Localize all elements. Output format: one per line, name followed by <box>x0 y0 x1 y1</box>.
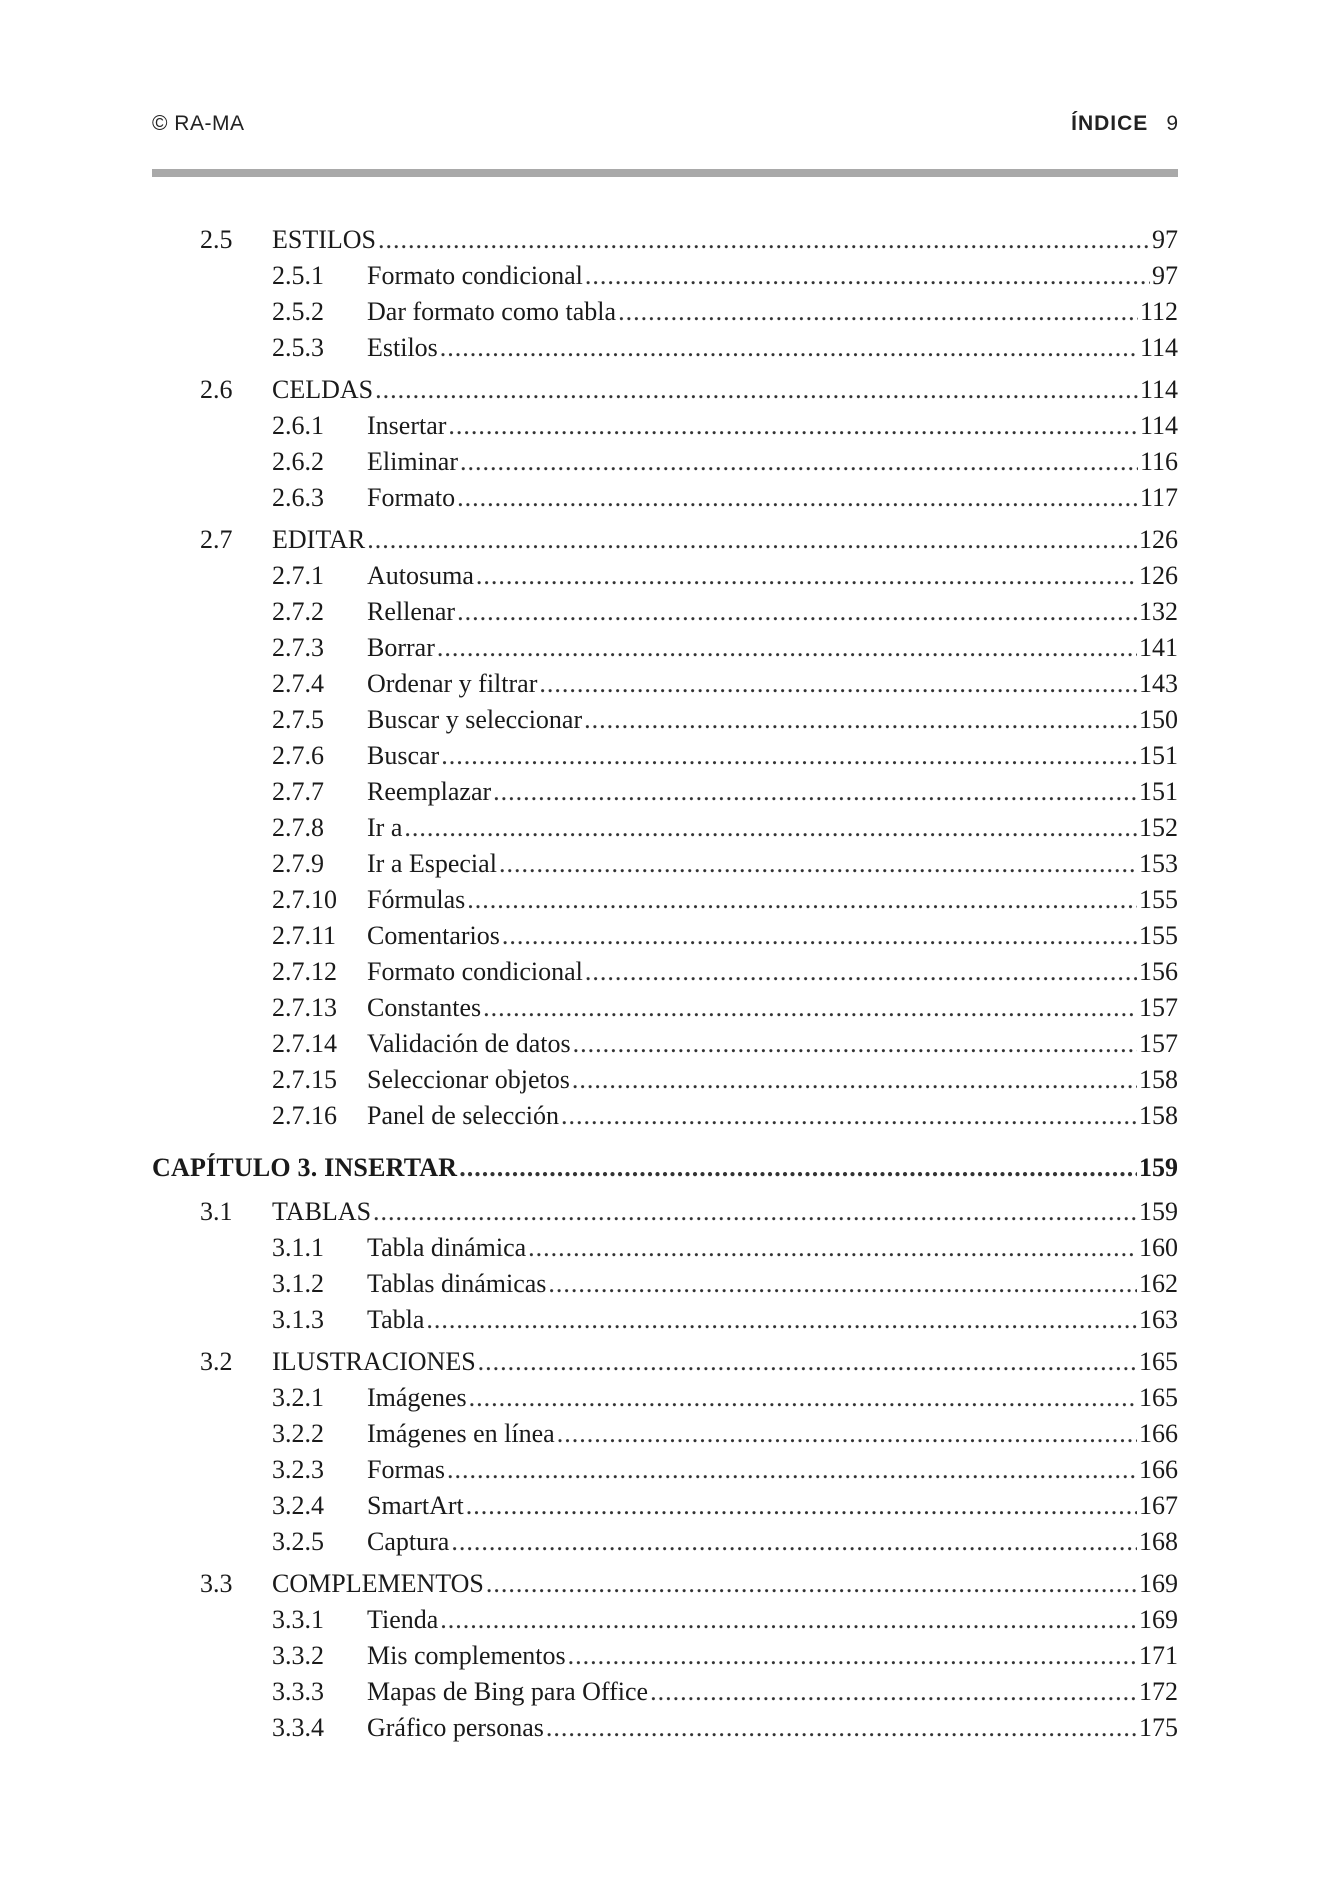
toc-entry-number: 2.7.4 <box>272 669 324 698</box>
toc-entry-page: 155 <box>1139 921 1178 950</box>
toc-entry-number: 2.5.2 <box>272 297 324 326</box>
dot-leader <box>378 222 1150 258</box>
toc-entry-title: Mapas de Bing para Office <box>367 1677 649 1706</box>
toc-entry-number: 2.7.9 <box>272 849 324 878</box>
toc-entry-number: 3.2.3 <box>272 1455 324 1484</box>
toc-entry-title: Buscar <box>367 741 440 770</box>
toc-entry-title: Captura <box>367 1527 450 1556</box>
toc-entry-title: Tablas dinámicas <box>367 1269 547 1298</box>
dot-leader <box>441 738 1137 774</box>
dot-leader <box>572 1062 1137 1098</box>
toc-entry-number: 3.3.2 <box>272 1641 324 1670</box>
toc-entry-number: 2.5 <box>200 225 233 254</box>
toc-entry-number: 3.1.3 <box>272 1305 324 1334</box>
toc-section-entry[interactable] <box>152 222 1178 258</box>
toc-subsection-entry[interactable] <box>152 330 1178 366</box>
toc-entry-title: Gráfico personas <box>367 1713 544 1742</box>
dot-leader <box>447 1452 1137 1488</box>
dot-leader <box>466 1488 1137 1524</box>
toc-entry-page: 162 <box>1139 1269 1178 1298</box>
toc-entry-title: Comentarios <box>367 921 500 950</box>
dot-leader <box>546 1710 1137 1746</box>
toc-subsection-entry[interactable] <box>152 1524 1178 1560</box>
toc-entry-page: 117 <box>1139 483 1178 512</box>
dot-leader <box>568 1638 1137 1674</box>
toc-entry-page: 159 <box>1139 1153 1178 1182</box>
toc-entry-number: 3.2.1 <box>272 1383 324 1412</box>
toc-entry-number: 2.5.3 <box>272 333 324 362</box>
toc-entry-number: 2.7.5 <box>272 705 324 734</box>
toc-entry-number: 2.7.13 <box>272 993 337 1022</box>
dot-leader <box>437 630 1137 666</box>
toc-entry-title: EDITAR <box>272 525 366 554</box>
dot-leader <box>476 558 1137 594</box>
toc-entry-title: Ordenar y filtrar <box>367 669 538 698</box>
toc-entry-page: 155 <box>1139 885 1178 914</box>
toc-entry-page: 97 <box>1152 225 1178 254</box>
dot-leader <box>440 1602 1137 1638</box>
toc-entry-title: CELDAS <box>272 375 374 404</box>
dot-leader <box>585 954 1137 990</box>
toc-entry-title: Borrar <box>367 633 435 662</box>
toc-entry-page: 166 <box>1139 1455 1178 1484</box>
toc-entry-title: Formato condicional <box>367 261 583 290</box>
toc-entry-title: Rellenar <box>367 597 456 626</box>
table-of-contents <box>152 222 1178 1746</box>
toc-entry-page: 166 <box>1139 1419 1178 1448</box>
toc-entry-number: 3.2.2 <box>272 1419 324 1448</box>
dot-leader <box>478 1344 1137 1380</box>
toc-subsection-entry[interactable] <box>152 882 1178 918</box>
toc-entry-number: 2.7.1 <box>272 561 324 590</box>
toc-entry-number: 3.3.1 <box>272 1605 324 1634</box>
dot-leader <box>584 702 1137 738</box>
dot-leader <box>373 1194 1137 1230</box>
toc-entry-page: 132 <box>1139 597 1178 626</box>
dot-leader <box>448 408 1138 444</box>
dot-leader <box>561 1098 1137 1134</box>
toc-entry-title: Reemplazar <box>367 777 492 806</box>
toc-entry-page: 158 <box>1139 1065 1178 1094</box>
toc-entry-number: 2.7.2 <box>272 597 324 626</box>
dot-leader <box>502 918 1137 954</box>
dot-leader <box>457 594 1137 630</box>
toc-entry-number: 3.1 <box>200 1197 233 1226</box>
toc-subsection-entry[interactable] <box>152 1266 1178 1302</box>
toc-entry-page: 168 <box>1139 1527 1178 1556</box>
toc-entry-page: 141 <box>1139 633 1178 662</box>
toc-subsection-entry[interactable] <box>152 1452 1178 1488</box>
toc-entry-number: 2.6 <box>200 375 233 404</box>
toc-entry-page: 158 <box>1139 1101 1178 1130</box>
toc-subsection-entry[interactable] <box>152 1380 1178 1416</box>
toc-entry-number: 3.1.1 <box>272 1233 324 1262</box>
toc-entry-number: 2.7.7 <box>272 777 324 806</box>
toc-entry-number: 3.1.2 <box>272 1269 324 1298</box>
toc-entry-number: 2.6.2 <box>272 447 324 476</box>
toc-subsection-entry[interactable] <box>152 1062 1178 1098</box>
toc-entry-number: 3.3.4 <box>272 1713 324 1742</box>
toc-entry-page: 157 <box>1139 1029 1178 1058</box>
toc-entry-page: 171 <box>1139 1641 1178 1670</box>
dot-leader <box>557 1416 1137 1452</box>
dot-leader <box>585 258 1150 294</box>
toc-entry-title: Constantes <box>367 993 482 1022</box>
page-number: 9 <box>1166 112 1178 135</box>
toc-subsection-entry[interactable] <box>152 558 1178 594</box>
toc-entry-title: Tienda <box>367 1605 439 1634</box>
section-title: ÍNDICE <box>1071 112 1149 135</box>
toc-entry-title: Formato condicional <box>367 957 583 986</box>
toc-entry-page: 112 <box>1139 297 1178 326</box>
toc-entry-title: ILUSTRACIONES <box>272 1347 476 1376</box>
toc-subsection-entry[interactable] <box>152 702 1178 738</box>
toc-entry-page: 151 <box>1139 741 1178 770</box>
toc-subsection-entry[interactable] <box>152 1602 1178 1638</box>
toc-subsection-entry[interactable] <box>152 594 1178 630</box>
toc-entry-title: Estilos <box>367 333 438 362</box>
dot-leader <box>486 1566 1137 1602</box>
toc-entry-title: TABLAS <box>272 1197 372 1226</box>
toc-entry-title: Fórmulas <box>367 885 466 914</box>
toc-entry-page: 114 <box>1139 333 1178 362</box>
toc-entry-page: 175 <box>1139 1713 1178 1742</box>
running-header <box>152 108 1178 142</box>
toc-entry-title: Panel de selección <box>367 1101 560 1130</box>
toc-subsection-entry[interactable] <box>152 810 1178 846</box>
toc-entry-number: 2.7.6 <box>272 741 324 770</box>
toc-entry-title: Validación de datos <box>367 1029 571 1058</box>
toc-entry-page: 114 <box>1139 411 1178 440</box>
toc-subsection-entry[interactable] <box>152 444 1178 480</box>
toc-subsection-entry[interactable] <box>152 1416 1178 1452</box>
toc-entry-page: 126 <box>1139 525 1178 554</box>
toc-section-entry[interactable] <box>152 522 1178 558</box>
toc-entry-title: Formas <box>367 1455 445 1484</box>
toc-entry-page: 150 <box>1139 705 1178 734</box>
dot-leader <box>528 1230 1137 1266</box>
dot-leader <box>650 1674 1137 1710</box>
toc-subsection-entry[interactable] <box>152 408 1178 444</box>
toc-entry-title: Ir a <box>367 813 403 842</box>
toc-entry-page: 114 <box>1139 375 1178 404</box>
toc-entry-number: 2.7 <box>200 525 233 554</box>
toc-entry-title: COMPLEMENTOS <box>272 1569 484 1598</box>
toc-section-entry[interactable] <box>152 372 1178 408</box>
toc-entry-number: 2.5.1 <box>272 261 324 290</box>
toc-subsection-entry[interactable] <box>152 258 1178 294</box>
toc-subsection-entry[interactable] <box>152 918 1178 954</box>
toc-entry-title: Tabla <box>367 1305 425 1334</box>
dot-leader <box>618 294 1138 330</box>
toc-entry-number: 3.2.4 <box>272 1491 324 1520</box>
dot-leader <box>467 882 1137 918</box>
toc-entry-page: 143 <box>1139 669 1178 698</box>
toc-entry-page: 126 <box>1139 561 1178 590</box>
toc-chapter-entry[interactable] <box>152 1148 1178 1188</box>
dot-leader <box>493 774 1137 810</box>
toc-subsection-entry[interactable] <box>152 990 1178 1026</box>
toc-entry-title: Autosuma <box>367 561 474 590</box>
toc-entry-title: Insertar <box>367 411 447 440</box>
toc-subsection-entry[interactable] <box>152 1674 1178 1710</box>
dot-leader <box>483 990 1137 1026</box>
toc-entry-number: 3.2.5 <box>272 1527 324 1556</box>
toc-entry-title: Mis complementos <box>367 1641 566 1670</box>
header-right <box>1071 112 1178 136</box>
toc-subsection-entry[interactable] <box>152 630 1178 666</box>
toc-subsection-entry[interactable] <box>152 1230 1178 1266</box>
dot-leader <box>457 480 1138 516</box>
dot-leader <box>367 522 1137 558</box>
toc-entry-number: 2.6.1 <box>272 411 324 440</box>
toc-section-entry[interactable] <box>152 1566 1178 1602</box>
toc-entry-number: 2.7.12 <box>272 957 337 986</box>
dot-leader <box>375 372 1138 408</box>
publisher-copyright: © RA-MA <box>152 112 245 135</box>
toc-entry-page: 160 <box>1139 1233 1178 1262</box>
toc-entry-page: 165 <box>1139 1383 1178 1412</box>
dot-leader <box>573 1026 1137 1062</box>
toc-entry-page: 153 <box>1139 849 1178 878</box>
toc-entry-page: 169 <box>1139 1569 1178 1598</box>
toc-entry-number: 3.2 <box>200 1347 233 1376</box>
dot-leader <box>499 846 1137 882</box>
toc-subsection-entry[interactable] <box>152 480 1178 516</box>
dot-leader <box>460 444 1138 480</box>
toc-entry-page: 157 <box>1139 993 1178 1022</box>
dot-leader <box>459 1148 1137 1188</box>
dot-leader <box>539 666 1137 702</box>
toc-subsection-entry[interactable] <box>152 1638 1178 1674</box>
toc-entry-number: 2.7.16 <box>272 1101 337 1130</box>
toc-subsection-entry[interactable] <box>152 1488 1178 1524</box>
toc-entry-title: Eliminar <box>367 447 458 476</box>
dot-leader <box>440 330 1138 366</box>
dot-leader <box>426 1302 1137 1338</box>
toc-section-entry[interactable] <box>152 1344 1178 1380</box>
toc-entry-page: 116 <box>1139 447 1178 476</box>
toc-entry-title: Tabla dinámica <box>367 1233 527 1262</box>
toc-entry-number: 3.3 <box>200 1569 233 1598</box>
toc-entry-title: Buscar y seleccionar <box>367 705 583 734</box>
toc-entry-number: 2.7.11 <box>272 921 337 950</box>
toc-entry-title: ESTILOS <box>272 225 376 254</box>
toc-entry-page: 159 <box>1139 1197 1178 1226</box>
toc-entry-number: 3.3.3 <box>272 1677 324 1706</box>
toc-subsection-entry[interactable] <box>152 1302 1178 1338</box>
toc-entry-title: SmartArt <box>367 1491 464 1520</box>
toc-subsection-entry[interactable] <box>152 1026 1178 1062</box>
toc-entry-number: 2.7.8 <box>272 813 324 842</box>
toc-entry-title: Seleccionar objetos <box>367 1065 570 1094</box>
toc-entry-title: Formato <box>367 483 456 512</box>
toc-entry-number: 2.7.15 <box>272 1065 337 1094</box>
toc-entry-number: 2.7.10 <box>272 885 337 914</box>
toc-subsection-entry[interactable] <box>152 294 1178 330</box>
header-rule <box>152 169 1178 177</box>
toc-entry-number: 2.6.3 <box>272 483 324 512</box>
dot-leader <box>469 1380 1137 1416</box>
toc-entry-title: CAPÍTULO 3. INSERTAR <box>152 1153 458 1182</box>
toc-subsection-entry[interactable] <box>152 666 1178 702</box>
toc-entry-page: 152 <box>1139 813 1178 842</box>
toc-section-entry[interactable] <box>152 1194 1178 1230</box>
toc-entry-title: Imágenes <box>367 1383 467 1412</box>
toc-entry-page: 97 <box>1152 261 1178 290</box>
toc-entry-title: Dar formato como tabla <box>367 297 617 326</box>
toc-entry-number: 2.7.3 <box>272 633 324 662</box>
toc-entry-title: Ir a Especial <box>367 849 497 878</box>
toc-subsection-entry[interactable] <box>152 1098 1178 1134</box>
toc-entry-number: 2.7.14 <box>272 1029 337 1058</box>
toc-entry-page: 163 <box>1139 1305 1178 1334</box>
toc-subsection-entry[interactable] <box>152 1710 1178 1746</box>
toc-subsection-entry[interactable] <box>152 846 1178 882</box>
toc-subsection-entry[interactable] <box>152 954 1178 990</box>
toc-entry-page: 167 <box>1139 1491 1178 1520</box>
toc-entry-page: 172 <box>1139 1677 1178 1706</box>
toc-entry-page: 151 <box>1139 777 1178 806</box>
toc-entry-page: 165 <box>1139 1347 1178 1376</box>
dot-leader <box>451 1524 1137 1560</box>
toc-subsection-entry[interactable] <box>152 738 1178 774</box>
toc-subsection-entry[interactable] <box>152 774 1178 810</box>
dot-leader <box>548 1266 1137 1302</box>
toc-entry-page: 169 <box>1139 1605 1178 1634</box>
dot-leader <box>404 810 1137 846</box>
toc-entry-title: Imágenes en línea <box>367 1419 555 1448</box>
toc-entry-page: 156 <box>1139 957 1178 986</box>
